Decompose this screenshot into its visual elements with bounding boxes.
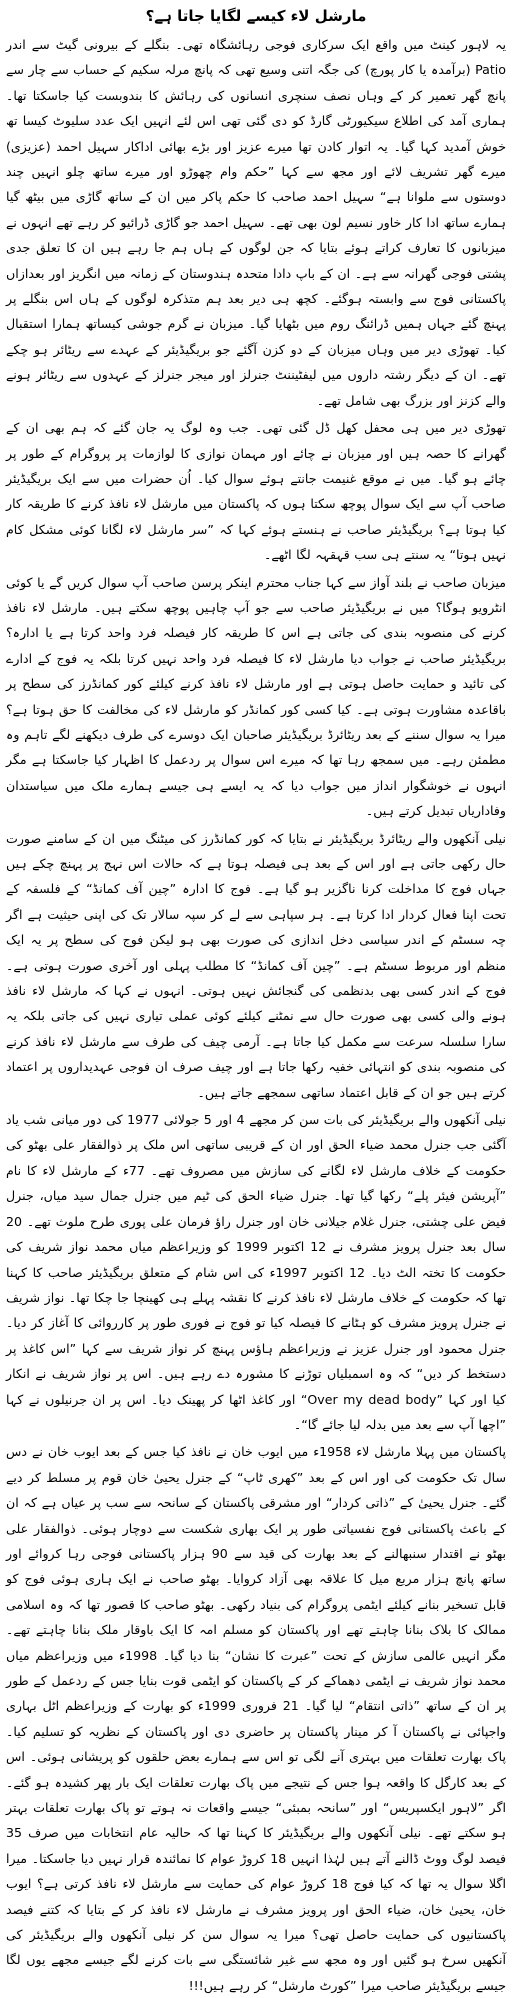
article-body [6,32,506,1998]
article-paragraph: تھوڑی دیر میں ہی محفل کھل ڈل گئی تھی۔ جب وہ لوگ یہ جان گئے کہ ہم بھی ان کے گھرانے کا حصہ ہیں اور میزبان نے چائے اور مہمان نوازی کا لوازمات پر پروگرام کے طور پر چائے ہو گیا۔ میں نے موقع غنیمت جانتے ہوئے سوال کیا۔ اُن حضرات میں سے ایک بریگیڈیئر صاحب آپ سے ایک سوال پوچھ سکتا ہوں کہ پاکستان میں مارشل لاء نافذ کرنے کا طریقہ کار کیا ہوتا ہے؟ بریگیڈیئر صاحب نے ہنستے ہوئے کہا کہ ”سر مارشل لاء لگانا کوئی مشکل کام نہیں ہوتا“ یہ سنتے ہی سب قہقہہ لگا اٹھے۔ [6,420,506,563]
article-paragraph: نیلی آنکھوں والے ریٹائرڈ بریگیڈیئر نے بتایا کہ کور کمانڈرز کی میٹنگ میں ان کے سامنے صورت حال رکھی جاتی ہے اور اس کے بعد ہی فیصلہ ہوتا ہے کہ حالات اس نہج پر پہنچ چکے ہیں جہاں فوج کا مداخلت کرنا ناگزیر ہو گیا ہے۔ فوج کا ادارہ ”چین آف کمانڈ“ کے فلسفہ کے تحت اپنا فعال کردار ادا کرتا ہے۔ ہر سپاہی سے لے کر سپہ سالار تک کی اپنی حیثیت ہے اگر چہ سسٹم کے اندر سیاسی دخل اندازی کی صورت بھی ہو لیکن فوج کی سطح پر یہ ایک منظم اور مربوط سسٹم ہے۔ ”چین آف کمانڈ“ کا مطلب پہلی اور آخری صورت ہوتی ہے۔ فوج کے اندر کسی بھی بدنظمی کی گنجائش نہیں ہوتی۔ انہوں نے کہا کہ مارشل لاء نافذ ہونے والی کسی بھی صورت حال سے نمٹنے کیلئے کوئی عملی تیاری نہیں کی جاتی بلکہ یہ سارا سلسلہ سرعت سے مکمل کیا جاتا ہے۔ آرمی چیف کی طرف سے مارشل لاء نافذ کرنے کی منصوبہ بندی کو انتہائی خفیہ رکھا جاتا ہے اور چیف صرف ان فوجی عہدیداروں پر اعتماد کرتے ہیں جو ان کے قابل اعتماد ساتھی سمجھے جاتے ہیں۔ [6,830,506,1100]
article-page [6,4,507,1993]
article-paragraph: نیلی آنکھوں والے بریگیڈیئر کی بات سن کر مجھے 4 اور 5 جولائی 1977 کی دور میانی شب یاد آگئی جب جنرل محمد ضیاء الحق اور ان کے قریبی ساتھی اس ملک پر ذوالفقار علی بھٹو کی حکومت کے خلاف مارشل لاء لگانے کی سازش میں مصروف تھے۔ 77ء کے مارشل لاء کا نام ”آپریشن فیئر پلے“ رکھا گیا تھا۔ جنرل ضیاء الحق کی ٹیم میں جنرل جمال سید میاں، جنرل فیض علی چشتی، جنرل غلام جیلانی خان اور جنرل راؤ فرمان علی پوری طرح ملوث تھے۔ 20 سال بعد جنرل پرویز مشرف نے 12 اکتوبر 1999 کو وزیراعظم میاں محمد نواز شریف کی حکومت کا تختہ الٹ دیا۔ 12 اکتوبر 1997ء کی اس شام کے متعلق بریگیڈیئر صاحب کا کہنا تھا کہ حکومت کے خلاف مارشل لاء نافذ کرنے کا نقشہ پہلے ہی کھینچا جا چکا تھا۔ نواز شریف نے جنرل پرویز مشرف کو ہٹانے کا فیصلہ کیا تو فوج نے فوری طور پر کارروائی کا آغاز کر دیا۔ جنرل محمود اور جنرل عزیز نے وزیراعظم ہاؤس پہنچ کر نواز شریف سے کہا ”اس کاغذ پر دستخط کر دیں“ کہ وہ اسمبلیاں توڑنے کا مشورہ دے رہے ہیں۔ اس پر نواز شریف نے انکار کیا اور کہا ”Over my dead body“ اور کاغذ اٹھا کر پھینک دیا۔ اس پر ان جرنیلوں نے کہا ”اچھا آپ سے بعد میں بدلہ لیا جائے گا“۔ [6,1112,507,1432]
article-paragraph: میزبان صاحب نے بلند آواز سے کہا جناب محترم اینکر پرسن صاحب آپ سوال کریں گے یا کوئی انٹرویو ہوگا؟ میں نے بریگیڈیئر صاحب سے جو آپ چاہیں پوچھ سکتے ہیں۔ مارشل لاء نافذ کرنے کی منصوبہ بندی کی جاتی ہے اس کا طریقہ کار فیصلہ فرد واحد کرتا ہے یا ادارہ؟ بریگیڈیئر صاحب نے جواب دیا مارشل لاء کا فیصلہ فرد واحد نہیں کرتا بلکہ یہ فوج کے ادارے کی تائید و حمایت حاصل ہوتی ہے اور مارشل لاء نافذ کرنے کیلئے کور کمانڈرز کی سطح پر باقاعدہ مشاورت ہوتی ہے۔ کیا کسی کور کمانڈر کو مارشل لاء کی مخالفت کا حق ہوتا ہے؟ میرا یہ سوال سننے کے بعد ریٹائرڈ بریگیڈیئر صاحبان ایک دوسرے کی طرف دیکھنے لگے تاہم وہ مطمئن رہے۔ میں سمجھ رہا تھا کہ میرے اس سوال پر ردعمل کا اظہار کیا جاسکتا ہے مگر انہوں نے خوشگوار انداز میں جواب دیا کہ یہ ایسے ہی جیسے ہمارے ملک میں سیاستدان وفاداریاں تبدیل کرتے ہیں۔ [6,574,506,819]
article-title: مارشل لاء کیسے لگایا جاتا ہے؟ [145,7,367,25]
article-paragraph: یہ لاہور کینٹ میں واقع ایک سرکاری فوجی رہائشگاہ تھی۔ بنگلے کے بیرونی گیٹ سے اندر Patio (برآمدہ یا کار پورچ) کی جگہ اتنی وسیع تھی کہ پانچ مرلہ سکیم کے حساب سے چار سے پانچ گھر تعمیر کر کے وہاں نصف سنچری انسانوں کی رہائش کا بندوبست کیا جاسکتا تھا۔ ہماری آمد کی اطلاع سیکیورٹی گارڈ کو دی گئی تھی اس لئے انہیں ایک عدد سلیوٹ کیسا تھ خوش آمدید کہا گیا۔ یہ اتوار کادن تھا میرے عزیز اور بڑے بھائی اداکار سہیل احمد (عزیزی) میرے گھر تشریف لائے اور مجھ سے کہا ”حکم وام چھوڑو اور میرے ساتھ چلو انہیں چند دوستوں سے ملوانا ہے“ سہیل احمد صاحب کا حکم پاکر میں ان کے ساتھ گاڑی میں بیٹھ گیا ہمارے ساتھ ادا کار خاور نسیم لون بھی تھے۔ سہیل احمد جو گاڑی ڈرائیو کر رہے تھے انہوں نے میزبانوں کا تعارف کراتے ہوئے بتایا کہ جن لوگوں کے ہاں ہم جا رہے ہیں ان کا تعلق جدی پشتی فوجی گھرانہ سے ہے۔ ان کے باپ دادا متحدہ ہندوستان کے زمانہ میں انگریز اور بعدازاں پاکستانی فوج سے وابستہ ہوگئے۔ کچھ ہی دیر بعد ہم متذکرہ لوگوں کے ہاں اس بنگلے پر پہنچ گئے جہاں ہمیں ڈرائنگ روم میں بٹھایا گیا۔ میزبان نے گرم جوشی کیساتھ ہمارا استقبال کیا۔ تھوڑی دیر میں وہاں میزبان کے دو کزن آگئے جو بریگیڈیئر کے عہدے سے ریٹائر ہو چکے تھے۔ ان کے دیگر رشتہ داروں میں لیفٹیننٹ جنرلز اور میجر جنرلز کے عہدوں سے ریٹائر ہونے والے کزنز اور بزرگ بھی شامل تھے۔ [6,37,506,408]
article-paragraph: پاکستان میں پہلا مارشل لاء 1958ء میں ایوب خان نے نافذ کیا جس کے بعد ایوب خان نے دس سال تک حکومت کی اور اس کے بعد ”کھری ٹاپ“ کے جنرل یحییٰ خان قوم پر مسلط کر دیے گئے۔ جنرل یحییٰ کے ”ذاتی کردار“ اور مشرقی پاکستان کے سانحہ سے سب پر عیاں ہے کہ ان کے باعث پاکستانی فوج نفسیاتی طور پر ایک بھاری شکست سے دوچار ہوئی۔ ذوالفقار علی بھٹو نے اقتدار سنبھالنے کے بعد بھارت کی قید سے 90 ہزار پاکستانی فوجی رہا کروائے اور ساتھ پانچ ہزار مربع میل کا علاقہ بھی آزاد کروایا۔ بھٹو صاحب نے ایک ہاری ہوئی فوج کو قابل تسخیر بنانے کیلئے ایٹمی پروگرام کی بنیاد رکھی۔ بھٹو صاحب کا قصور تھا کہ وہ اسلامی ممالک کا بلاک بنانا چاہتے تھے اور پاکستان کو مسلم امہ کا ایک باوقار ملک بنانا چاہتے تھے۔ مگر انہیں عالمی سازش کے تحت ”عبرت کا نشان“ بنا دیا گیا۔ 1998ء میں وزیراعظم میاں محمد نواز شریف نے ایٹمی دھماکے کر کے پاکستان کو ایٹمی قوت بنایا جس کے ردعمل کے طور پر ان کے ساتھ ”ذاتی انتقام“ لیا گیا۔ 21 فروری 1999ء کو بھارت کے وزیراعظم اٹل بہاری واجپائی نے پاکستان آ کر مینار پاکستان پر حاضری دی اور پاکستان کے نظریہ کو تسلیم کیا۔ پاک بھارت تعلقات میں بہتری آنے لگی تو اس سے ہمارے بعض حلقوں کو پریشانی ہوئی۔ اس کے بعد کارگل کا واقعہ ہوا جس کے نتیجے میں پاک بھارت تعلقات ایک بار پھر کشیدہ ہو گئے۔ اگر ”لاہور ایکسپریس“ اور ”سانحہ بمبئی“ جیسے واقعات نہ ہوتے تو پاک بھارت تعلقات بہتر ہو سکتے تھے۔ نیلی آنکھوں والے بریگیڈیئر کا کہنا تھا کہ حالیہ عام انتخابات میں صرف 35 فیصد لوگ ووٹ ڈالنے آتے ہیں لہٰذا انہیں 18 کروڑ عوام کا نمائندہ قرار نہیں دیا جاسکتا۔ میرا اگلا سوال یہ تھا کہ کیا فوج 18 کروڑ عوام کی حمایت سے مارشل لاء نافذ کرتی ہے؟ ایوب خان، یحییٰ خان، ضیاء الحق اور پرویز مشرف نے مارشل لاء نافذ کر کے بتایا کہ کتنے فیصد پاکستانیوں کی حمایت حاصل تھی؟ میرا یہ سوال سن کر نیلی آنکھوں والے بریگیڈیئر کی آنکھیں سرخ ہو گئیں اور وہ مجھ سے غیر شائستگی سے بات کرنے لگے جیسے مجھے یوں لگا جیسے بریگیڈیئر صاحب میرا ”کورٹ مارشل“ کر رہے ہیں!!! [6,1444,507,1993]
